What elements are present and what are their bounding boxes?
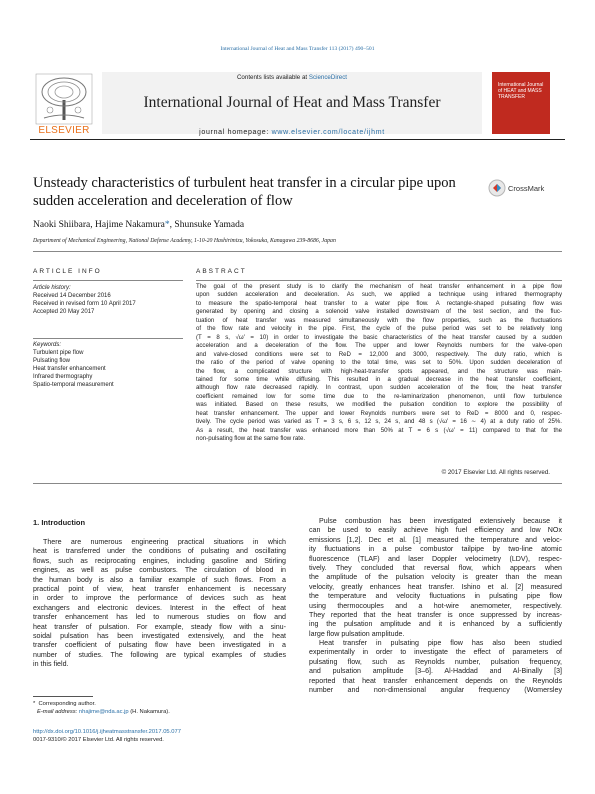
body-line: soidal pulsation has been investigated extensively, and the heat [33, 631, 286, 640]
abstract-line: (T = 8 s, √ω′ = 10) in order to investigate the basic characteristics of the heat transfer caused by a sudden [196, 333, 562, 341]
body-line: ity fluctuations in a pulse combustor tailpipe by two-line atomic [309, 545, 562, 554]
affiliation: Department of Mechanical Engineering, National Defense Academy, 1-10-20 Hashirimizu, Yokosuka, Kanagawa 239-8686, Japan [33, 238, 336, 244]
body-line: heat is transferred under the conditions of pulsating and oscillating [33, 547, 286, 556]
corresponding-author-mark[interactable]: * [164, 220, 170, 230]
author-list [33, 220, 244, 230]
abstract-line: upon sudden acceleration and deceleration. As such, we applied a technique using infrared thermography [196, 291, 562, 299]
article-history [33, 284, 183, 316]
abstract-line: generated by opening and closing a solenoid valve installed downstream of the test section, and the fluc- [196, 308, 562, 316]
body-line: using thermocouples and a hot-wire anemometer, respectively. [309, 601, 562, 610]
keyword-item: Heat transfer enhancement [33, 366, 106, 372]
history-revised: Received in revised form 10 April 2017 [33, 301, 136, 307]
body-line: number of studies. The following are typical examples of studies [33, 650, 286, 659]
contents-line [102, 74, 482, 81]
abstract-line: to measure the spatio-temporal heat transfer to a water pipe flow. A rectangle-shaped pulsating flow was [196, 299, 562, 307]
body-line: in this field. [33, 660, 69, 669]
journal-homepage [102, 129, 482, 136]
body-line: fluorescence (TLAF) and laser Doppler velocimetry (LDV), respec- [309, 554, 562, 563]
crossmark-badge[interactable] [488, 178, 558, 198]
journal-cover-image[interactable] [492, 72, 550, 134]
keywords-rule [33, 338, 183, 339]
journal-title: International Journal of Heat and Mass Transfer [143, 94, 441, 111]
history-accepted: Accepted 20 May 2017 [33, 309, 95, 315]
body-line: experimentally in order to investigate the effect of parameters of [309, 648, 562, 657]
issn-line: 0017-9310/© 2017 Elsevier Ltd. All rights reserved. [33, 737, 164, 743]
body-line: There are numerous engineering practical situations in which [43, 538, 286, 546]
abstract-line: of the flow rate and velocity in the pipe. First, the cycle of the pulse period was set to be relatively long [196, 325, 562, 333]
body-line: in order to improve the performance of devices such as heat [33, 594, 286, 603]
footnote-rule [33, 696, 93, 697]
body-line: emissions [1,2]. Dec et al. [1] measured the temperature and veloc- [309, 535, 562, 544]
body-line: velocity, greatly enhances heat transfer. Ishino et al. [2] measured [309, 582, 562, 591]
abstract-heading: ABSTRACT [196, 268, 247, 275]
keywords-label: Keywords: [33, 342, 62, 348]
body-line: Heat transfer in pulsating pipe flow has also been studied [319, 639, 562, 648]
email-label: E-mail address: [37, 709, 79, 715]
authors-tail: , Shunsuke Yamada [169, 220, 245, 230]
journal-citation[interactable]: International Journal of Heat and Mass Transfer 113 (2017) 490–501 [220, 46, 375, 52]
crossmark-label: CrossMark [508, 184, 545, 193]
keywords [33, 341, 183, 389]
homepage-prefix: journal homepage: [199, 129, 272, 136]
abstract-line: heat transfer enhancement. The upper and lower Reynolds numbers were set to ReD = 8000 and 0, respec- [196, 409, 562, 417]
body-line: flows, such as reciprocating engines, including gasoline and Stirling [33, 556, 286, 565]
email-name: (H. Nakamura). [128, 709, 170, 715]
article-info-heading: ARTICLE INFO [33, 268, 102, 275]
body-line: heat transfer of pulsation. For example, steady flow with a sinu- [33, 622, 286, 631]
body-line: the human body is also a familiar example of such flows. From a [33, 575, 286, 584]
affiliation-rule [33, 251, 562, 252]
history-received: Received 14 December 2016 [33, 293, 111, 299]
homepage-link[interactable]: www.elsevier.com/locate/ijhmt [271, 129, 385, 136]
section-heading: 1. Introduction [33, 518, 86, 527]
body-line: They reported that the heat transfer is once suppressed by increas- [309, 610, 562, 619]
body-line: large flow pulsation amplitude. [309, 629, 405, 638]
contents-prefix: Contents lists available at [236, 74, 309, 81]
authors-main: Naoki Shiibara, Hajime Nakamura [33, 220, 165, 230]
keyword-item: Spatio-temporal measurement [33, 382, 114, 388]
body-line: Pulse combustion has been investigated extensively because it [319, 517, 562, 525]
body-line: the amplitude of the pulsation velocity is greater than the mean [309, 573, 562, 582]
keyword-item: Pulsating flow [33, 358, 71, 364]
body-line: number and non-dimensional angular frequency (Womersley [309, 686, 562, 695]
abstract-line: tively. The cycle period was varied as T = 3 s, 6 s, 12 s, 24 s, and 48 s (√ω′ = 16 ∼ 4) at a duty ratio of 25%. [196, 418, 562, 426]
abstract-line: although flow rate decreased rapidly. In contrast, upon sudden acceleration of the flow, the heat transfer [196, 384, 562, 392]
footnote-mark: * [33, 701, 36, 707]
abstract-line: tained for some time while diffusing. This resulted in a gradual decrease in the heat transfer coefficient, [196, 375, 562, 383]
copyright-notice: © 2017 Elsevier Ltd. All rights reserved. [441, 469, 550, 476]
email-link[interactable]: nhajime@nda.ac.jp [78, 709, 129, 715]
elsevier-wordmark: ELSEVIER [38, 125, 90, 136]
doi-block [33, 728, 181, 744]
body-line: exchangers and electronic devices. Interest in the effect of heat [33, 603, 286, 612]
keyword-item: Infrared thermography [33, 374, 93, 380]
body-line: engines, as well as pulse combustors. The circulation of blood in [33, 566, 286, 575]
abstract-line: As a result, the heat transfer was enhanced more than 50% at T = 6 s (√ω′ = 11) compared to that for the [196, 426, 562, 434]
keyword-item: Turbulent pipe flow [33, 350, 84, 356]
body-line: ing the pulsation amplitude and it is enhanced by a sufficiently [309, 620, 562, 629]
abstract-line: coefficient remained low for some time due to the re-laminarization phenomenon, until flow turbulence [196, 392, 562, 400]
body-line: can be used to easily achieve high fuel efficiency and low NOx [309, 526, 562, 535]
header-rule [30, 139, 565, 140]
abstract-end-rule [33, 483, 562, 484]
body-line: practical point of view, heat transfer enhancement is necessary [33, 584, 286, 593]
body-line: transfer enhancement has led to numerous studies on flow and [33, 613, 286, 622]
footnote-label: Corresponding author. [38, 701, 96, 707]
abstract-line: was initiated. Based on these results, we modified the pulsation condition to explore the possibility of [196, 401, 562, 409]
body-column-left [33, 538, 286, 669]
history-label: Article history: [33, 285, 71, 291]
sciencedirect-link[interactable]: ScienceDirect [308, 74, 348, 81]
abstract-body [196, 283, 562, 444]
article-info-rule [33, 280, 183, 281]
abstract-line: and valve-closed conditions were set to ReD = 12,000 and 3000, respectively. The duty ratio, which is [196, 350, 562, 358]
cover-title: International Journal of HEAT and MASS TRANSFER [498, 82, 544, 100]
body-column-right [309, 517, 562, 695]
abstract-line: tuation of heat transfer was measured simultaneously with the flow properties, such as the fluctuations [196, 316, 562, 324]
body-line: pulsating flow, such as Reynolds number, pulsation frequency, [309, 657, 562, 666]
abstract-line: the ratio of the period of valve opening to the total time, was set to 50%. Upon sudden deceleration of [196, 359, 562, 367]
body-line: and pulsation amplitude [3–6]. Al-Haddad and Al-Binally [3] [309, 667, 562, 676]
paper-title: Unsteady characteristics of turbulent heat transfer in a circular pipe upon sudden acceleration and deceleration of flow [33, 175, 456, 209]
footnote [33, 700, 170, 716]
abstract-line: The goal of the present study is to clarify the mechanism of heat transfer enhancement in a pipe flow [196, 283, 562, 290]
body-line: transfer coefficient of pulsating flow have been investigated in a [33, 641, 286, 650]
abstract-rule [196, 280, 562, 281]
body-line: reported that heat transfer enhancement depends on the Reynolds [309, 676, 562, 685]
doi-link[interactable]: http://dx.doi.org/10.1016/j.ijheatmasstransfer.2017.05.077 [33, 729, 181, 735]
abstract-line: the flow, a complicated structure with high-heat-transfer spots appeared, and the structure was main- [196, 367, 562, 375]
abstract-line: non-pulsating flow at the same flow rate. [196, 435, 306, 443]
body-line: tively. They concluded that reversal flow, which appears when [309, 563, 562, 572]
body-line: the temperature and velocity fluctuations in pulsating pipe flow [309, 592, 562, 601]
abstract-line: acceleration and a deceleration of the flow. The upper and lower Reynolds numbers for the valve-open [196, 342, 562, 350]
